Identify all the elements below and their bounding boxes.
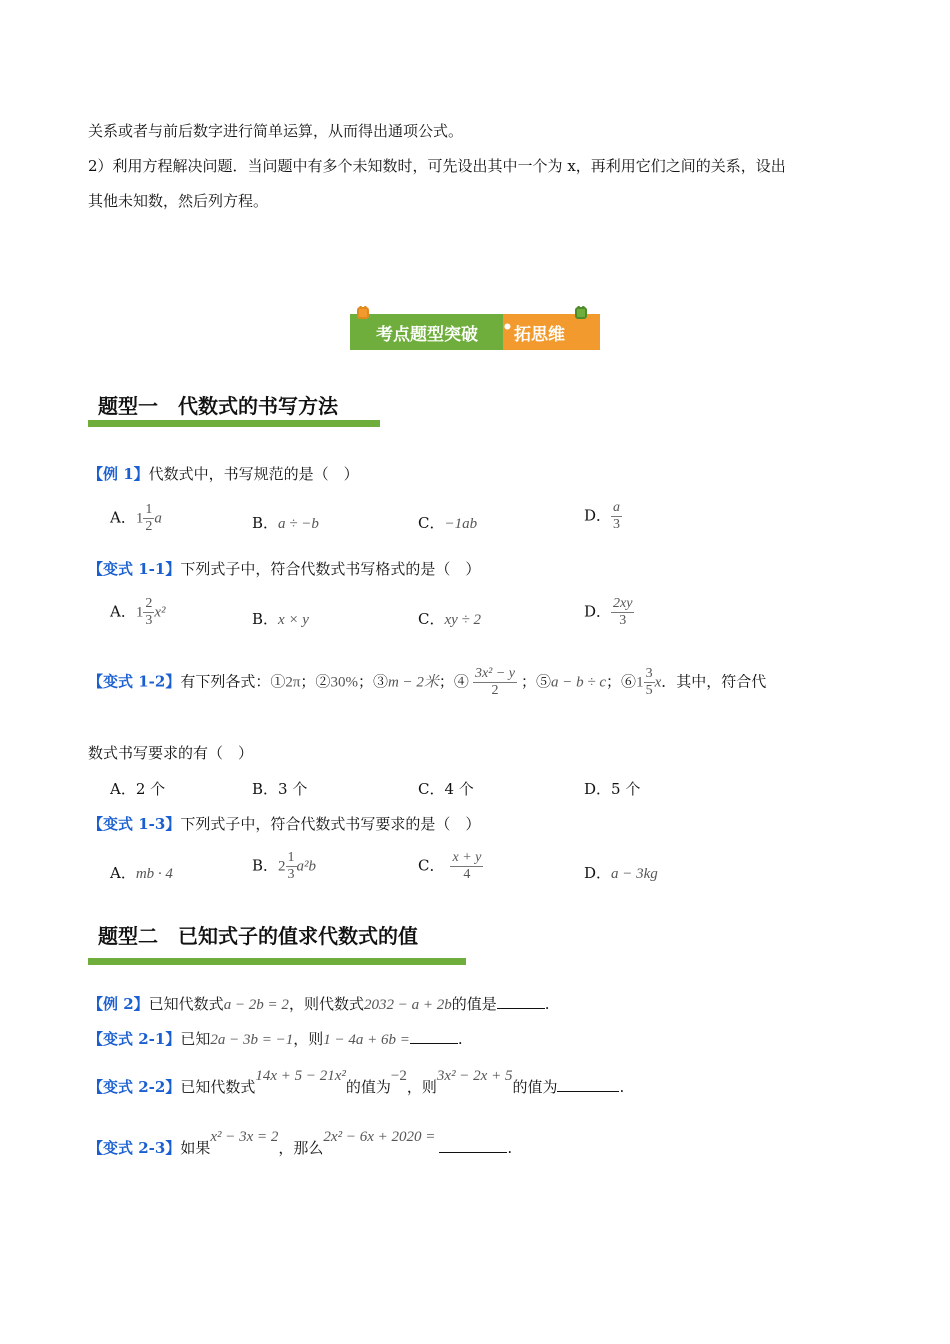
mixed-whole: 1 bbox=[636, 674, 644, 691]
period: . bbox=[507, 1139, 513, 1157]
fraction bbox=[611, 596, 634, 629]
variable: a²b bbox=[296, 858, 317, 875]
option-letter: A． bbox=[110, 508, 136, 527]
period: . bbox=[544, 995, 550, 1013]
numerator: a bbox=[611, 500, 622, 517]
q1-option-c bbox=[418, 512, 477, 533]
option-letter: D． bbox=[584, 506, 612, 525]
answer-blank[interactable] bbox=[439, 1152, 507, 1153]
option-letter: B． bbox=[252, 514, 279, 532]
q1-1-option-c bbox=[418, 608, 481, 629]
intro-line-1: 关系或者与前后数字进行简单运算，从而得出通项公式。 bbox=[88, 122, 464, 140]
answer-blank[interactable] bbox=[557, 1091, 619, 1092]
question-1-2-stem-cont: 数式书写要求的有（ ） bbox=[88, 744, 254, 762]
given-expression: 2a − 3b = −1 bbox=[210, 1032, 294, 1048]
option-expression: xy ÷ 2 bbox=[444, 612, 482, 628]
option-letter: B． bbox=[252, 610, 279, 628]
mixed-whole: 1 bbox=[135, 510, 144, 527]
section-banner bbox=[350, 306, 600, 350]
banner-right-label: 拓思维 bbox=[514, 325, 565, 345]
question-2-stem bbox=[88, 993, 550, 1014]
expression-5: a − b ÷ c bbox=[551, 674, 607, 691]
fraction bbox=[143, 502, 154, 535]
q1-1-option-b bbox=[252, 608, 309, 629]
banner-left-label: 考点题型突破 bbox=[376, 325, 478, 345]
question-2-2-stem bbox=[88, 1068, 625, 1097]
numerator: x + y bbox=[450, 850, 483, 867]
denominator: 2 bbox=[491, 683, 499, 699]
given-expression: x² − 3x = 2 bbox=[210, 1129, 279, 1145]
q1-2-option-d: D．5 个 bbox=[584, 780, 641, 798]
question-1-3-stem bbox=[88, 813, 480, 834]
variable: x bbox=[654, 674, 662, 691]
numerator: 3 bbox=[644, 666, 655, 683]
question-tag: 【例 1】 bbox=[88, 465, 149, 483]
period: . bbox=[457, 1030, 463, 1048]
option-letter: C． bbox=[418, 856, 445, 875]
option-letter: A． bbox=[110, 602, 136, 621]
question-text: 已知代数式 bbox=[180, 1078, 256, 1096]
option-expression: mb · 4 bbox=[135, 866, 173, 882]
question-tag: 【变式 1-3】 bbox=[88, 815, 181, 833]
option-expression: x × y bbox=[278, 612, 309, 628]
period: . bbox=[619, 1078, 625, 1096]
q1-3-option-a bbox=[110, 862, 173, 883]
option-expression: a ÷ −b bbox=[278, 516, 319, 532]
question-2-1-stem bbox=[88, 1028, 463, 1049]
q1-3-option-c bbox=[418, 850, 483, 883]
q1-option-a bbox=[110, 502, 162, 535]
expression-1: 2π bbox=[285, 674, 301, 691]
fraction bbox=[450, 850, 483, 883]
question-text: 的值为 bbox=[345, 1078, 391, 1096]
question-1-2-stem bbox=[88, 666, 766, 699]
target-expression: 3x² − 2x + 5 bbox=[436, 1068, 513, 1084]
question-text: ，则 bbox=[293, 1030, 324, 1048]
q1-option-b bbox=[252, 512, 319, 533]
q1-1-option-a bbox=[110, 596, 166, 629]
separator: ；⑥ bbox=[606, 672, 637, 691]
mixed-whole: 2 bbox=[278, 858, 286, 875]
target-expression: 2032 − a + 2b bbox=[363, 997, 452, 1013]
question-text: ．其中，符合代 bbox=[661, 672, 767, 691]
q1-option-d bbox=[584, 500, 622, 533]
variable: x² bbox=[154, 604, 166, 621]
question-1-stem bbox=[88, 463, 359, 484]
question-text: 的值为 bbox=[512, 1078, 558, 1096]
expression-6-fraction bbox=[644, 666, 655, 699]
banner-dot: • bbox=[502, 318, 513, 338]
option-letter: D． bbox=[584, 864, 612, 882]
intro-line-2: 2）利用方程解决问题．当问题中有多个未知数时，可先设出其中一个为 x，再利用它们之间的关系，设出 bbox=[88, 157, 786, 175]
numerator: 3x² − y bbox=[473, 666, 517, 683]
given-value: −2 bbox=[390, 1068, 407, 1084]
q1-3-option-d bbox=[584, 862, 658, 883]
section-underline-1 bbox=[88, 420, 380, 427]
question-text: ，则代数式 bbox=[288, 995, 364, 1013]
question-text: 下列式子中，符合代数式书写格式的是（ ） bbox=[180, 560, 481, 578]
question-tag: 【变式 2-1】 bbox=[88, 1030, 181, 1048]
binder-clip-icon bbox=[358, 306, 368, 318]
fraction bbox=[143, 596, 154, 629]
mixed-whole: 1 bbox=[135, 604, 144, 621]
option-expression: a − 3kg bbox=[611, 866, 658, 882]
binder-clip-icon-right bbox=[576, 306, 586, 318]
option-letter: C． bbox=[418, 514, 445, 532]
separator: ；③ bbox=[357, 672, 388, 691]
question-tag: 【变式 1-2】 bbox=[88, 672, 181, 691]
answer-blank[interactable] bbox=[497, 1008, 545, 1009]
question-text: 的值是 bbox=[451, 995, 497, 1013]
numerator: 1 bbox=[286, 850, 297, 867]
question-tag: 【例 2】 bbox=[88, 995, 149, 1013]
denominator: 3 bbox=[619, 613, 627, 629]
separator: ；② bbox=[300, 672, 331, 691]
option-letter: D． bbox=[584, 602, 612, 621]
question-text: ，则 bbox=[406, 1078, 437, 1096]
question-text: 有下列各式：① bbox=[180, 672, 286, 691]
section-underline-2 bbox=[88, 958, 466, 965]
q1-3-option-b bbox=[252, 850, 316, 883]
target-expression: 1 − 4a + 6b = bbox=[323, 1032, 410, 1048]
numerator: 1 bbox=[143, 502, 154, 519]
q1-2-option-c: C．4 个 bbox=[418, 780, 474, 798]
question-text: 如果 bbox=[180, 1139, 211, 1157]
question-text: 已知 bbox=[180, 1030, 211, 1048]
question-tag: 【变式 2-2】 bbox=[88, 1078, 181, 1096]
question-text: 代数式中，书写规范的是（ ） bbox=[148, 465, 359, 483]
denominator: 4 bbox=[463, 867, 471, 883]
question-2-3-stem bbox=[88, 1129, 513, 1158]
question-tag: 【变式 2-3】 bbox=[88, 1139, 181, 1157]
fraction bbox=[611, 500, 622, 533]
question-tag: 【变式 1-1】 bbox=[88, 560, 181, 578]
given-expression: 14x + 5 − 21x² bbox=[255, 1068, 346, 1084]
expression-4-fraction bbox=[473, 666, 517, 699]
option-expression: −1ab bbox=[444, 516, 478, 532]
question-text: ，那么 bbox=[278, 1139, 324, 1157]
q1-2-option-b: B．3 个 bbox=[252, 780, 308, 798]
option-letter: C． bbox=[418, 610, 445, 628]
target-expression: 2x² − 6x + 2020 = bbox=[323, 1129, 436, 1145]
option-letter: B． bbox=[252, 856, 279, 875]
denominator: 5 bbox=[645, 683, 653, 699]
numerator: 2xy bbox=[611, 596, 634, 613]
denominator: 3 bbox=[287, 867, 295, 883]
expression-3: m − 2米 bbox=[387, 674, 439, 691]
denominator: 2 bbox=[145, 519, 153, 535]
intro-line-3: 其他未知数，然后列方程。 bbox=[88, 192, 269, 210]
denominator: 3 bbox=[613, 517, 621, 533]
answer-blank[interactable] bbox=[410, 1043, 458, 1044]
question-1-1-stem bbox=[88, 558, 480, 579]
numerator: 2 bbox=[143, 596, 154, 613]
variable: a bbox=[154, 510, 162, 527]
expression-2: 30% bbox=[330, 674, 358, 691]
fraction bbox=[286, 850, 297, 883]
separator: ；④ bbox=[438, 672, 469, 691]
q1-2-option-a: A．2 个 bbox=[110, 780, 166, 798]
section-title-1: 题型一 代数式的书写方法 bbox=[98, 394, 338, 418]
question-text: 已知代数式 bbox=[148, 995, 224, 1013]
option-letter: A． bbox=[110, 864, 136, 882]
q1-1-option-d bbox=[584, 596, 634, 629]
denominator: 3 bbox=[145, 613, 153, 629]
question-text: 下列式子中，符合代数式书写要求的是（ ） bbox=[180, 815, 481, 833]
section-title-2: 题型二 已知式子的值求代数式的值 bbox=[98, 924, 418, 948]
given-expression: a − 2b = 2 bbox=[223, 997, 289, 1013]
separator: ；⑤ bbox=[521, 672, 552, 691]
